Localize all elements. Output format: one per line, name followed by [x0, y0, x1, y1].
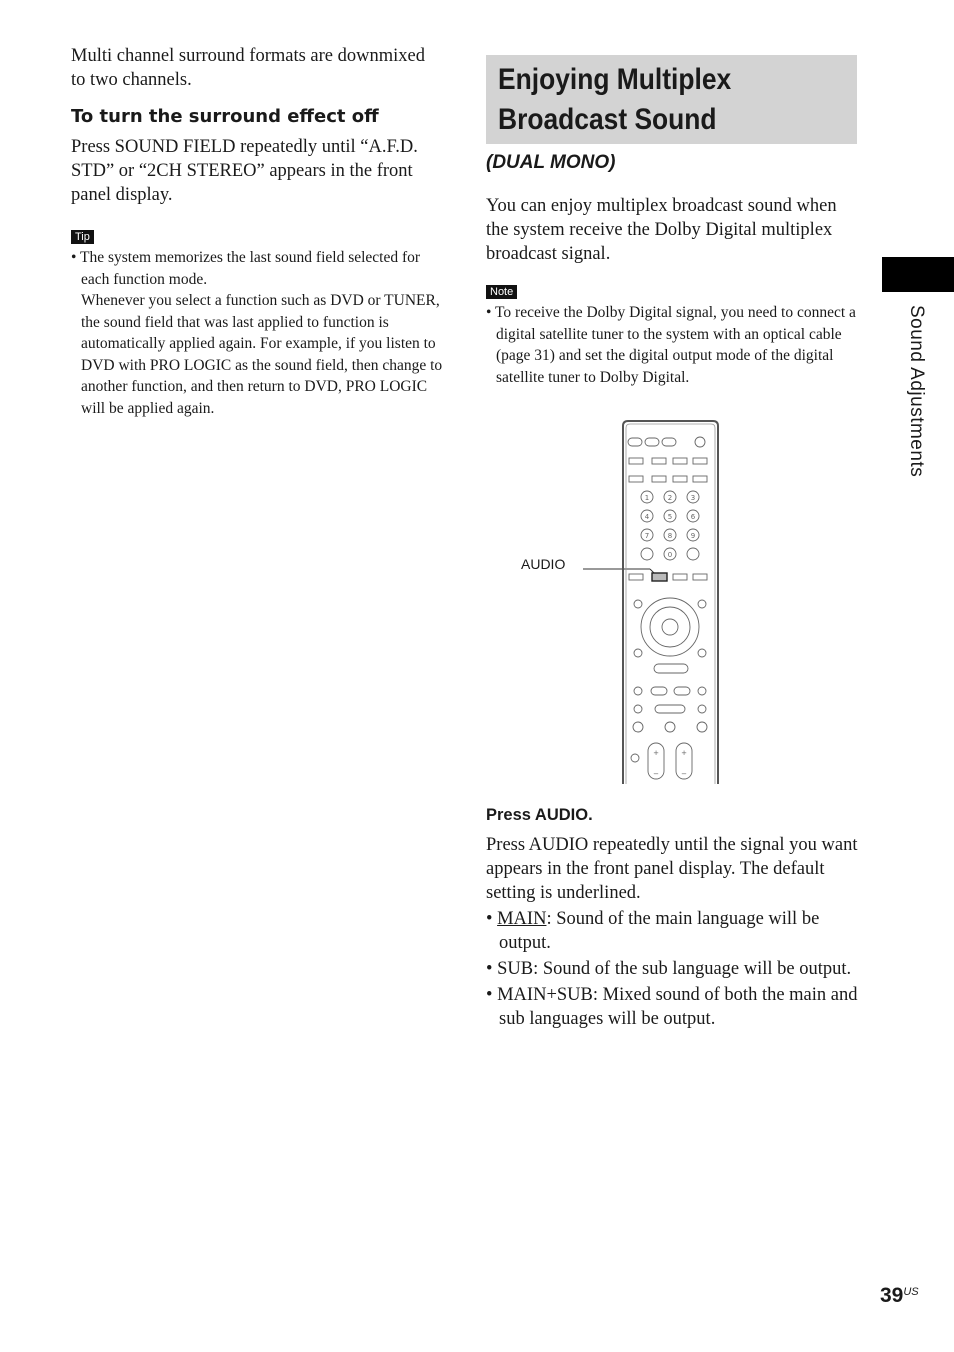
- step-text: Press AUDIO repeatedly until the signal you want appears in the front panel display. The default setting is underlined.: [486, 835, 858, 903]
- audio-callout-label: AUDIO: [521, 556, 566, 572]
- svg-text:8: 8: [667, 532, 673, 540]
- tip-item: • The system memorizes the last sound field selected for each function mode.: [71, 249, 421, 288]
- note-badge: Note: [486, 285, 517, 299]
- title-box: [486, 55, 857, 144]
- option-main-desc: : Sound of the main language will be output.: [499, 909, 820, 953]
- svg-text:6: 6: [690, 513, 696, 521]
- page-number-suffix: US: [903, 1286, 919, 1298]
- option-main-sub-desc: : Mixed sound of both the main and sub languages will be output.: [499, 985, 858, 1029]
- option-main: • MAIN: Sound of the main language will be output.: [486, 909, 820, 953]
- remote-control-illustration: [580, 418, 730, 788]
- audio-button: [652, 573, 667, 581]
- svg-text:4: 4: [644, 513, 650, 521]
- svg-text:2: 2: [667, 494, 673, 502]
- page-number: [880, 1284, 919, 1308]
- downmix-note: Multi channel surround formats are downmixed to two channels.: [71, 46, 425, 90]
- option-sub: • SUB: Sound of the sub language will be output.: [486, 959, 852, 979]
- left-column: [71, 44, 443, 419]
- page-subtitle: (DUAL MONO): [486, 152, 616, 173]
- page-number-value: 39: [880, 1284, 904, 1307]
- option-main-sub-name: MAIN+SUB: [497, 985, 593, 1005]
- svg-text:3: 3: [690, 494, 696, 502]
- instruction-text: Press SOUND FIELD repeatedly until “A.F.D. STD” or “2CH STEREO” appears in the front panel display.: [71, 137, 418, 205]
- note-item: • To receive the Dolby Digital signal, you need to connect a digital satellite tuner to the system with an optical cable (page 31) and set the digital output mode of the digital satellite tuner to Dolby Digital.: [486, 304, 856, 386]
- option-main-name: MAIN: [497, 909, 547, 929]
- tip-continuation: Whenever you select a function such as DVD or TUNER, the sound field that was last applied to function is automatically applied again. For example, if you listen to DVD with PRO LOGIC as the sound field, then change to another function, and then return to DVD, PRO LOGIC will be applied again.: [81, 292, 443, 417]
- svg-text:5: 5: [667, 513, 673, 521]
- tip-badge: Tip: [71, 230, 94, 244]
- svg-text:+: +: [681, 749, 687, 757]
- section-heading: To turn the surround effect off: [71, 106, 379, 127]
- option-sub-desc: : Sound of the sub language will be output.: [533, 959, 852, 979]
- svg-text:−: −: [653, 770, 659, 778]
- svg-text:1: 1: [644, 494, 650, 502]
- option-main-sub: • MAIN+SUB: Mixed sound of both the main and sub languages will be output.: [486, 985, 858, 1029]
- section-tab-marker: [882, 257, 954, 292]
- svg-text:0: 0: [667, 551, 673, 559]
- svg-text:7: 7: [644, 532, 650, 540]
- svg-text:9: 9: [690, 532, 696, 540]
- intro-text: You can enjoy multiplex broadcast sound when the system receive the Dolby Digital multiplex broadcast signal.: [486, 196, 837, 264]
- side-section-label: Sound Adjustments: [906, 305, 927, 478]
- step-title: Press AUDIO.: [486, 806, 593, 824]
- svg-text:+: +: [653, 749, 659, 757]
- page-title: Enjoying Multiplex Broadcast Sound: [498, 63, 732, 136]
- option-sub-name: SUB: [497, 959, 534, 979]
- svg-text:−: −: [681, 770, 687, 778]
